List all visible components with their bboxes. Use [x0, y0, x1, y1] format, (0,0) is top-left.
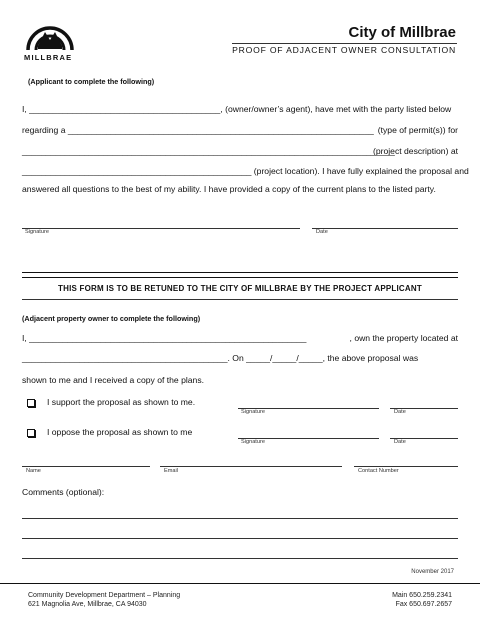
support-signature-label: Signature: [241, 409, 265, 415]
footer-dept: Community Development Department – Planning: [28, 592, 181, 599]
applicant-line-2-label: (type of permit(s)) for: [377, 125, 458, 135]
owner-line-1[interactable]: I, __________________________________________________________: [22, 333, 307, 343]
applicant-date-line[interactable]: [312, 228, 458, 229]
city-title: City of Millbrae: [348, 24, 456, 41]
applicant-line-2[interactable]: regarding a ________________________________________________________________: [22, 125, 374, 135]
comments-line-1[interactable]: [22, 518, 458, 519]
footer-rule: [0, 583, 480, 584]
contact-label: Contact Number: [358, 468, 399, 474]
footer-fax: Fax 650.697.2657: [395, 601, 452, 608]
support-date-label: Date: [394, 409, 406, 415]
comments-line-2[interactable]: [22, 538, 458, 539]
support-checkbox[interactable]: [27, 399, 35, 407]
email-line[interactable]: [160, 466, 342, 467]
title-rule: [232, 43, 457, 44]
email-label: Email: [164, 468, 178, 474]
footer-main-phone: Main 650.259.2341: [392, 592, 452, 599]
applicant-line-1[interactable]: I, ________________________________________, (owner/owner’s agent), have met with the party listed below: [22, 104, 452, 114]
oppose-date-label: Date: [394, 439, 406, 445]
name-label: Name: [26, 468, 41, 474]
owner-heading: (Adjacent property owner to complete the following): [22, 314, 201, 323]
applicant-line-3-label: (project description) at: [372, 146, 458, 156]
oppose-label: I oppose the proposal as shown to me: [47, 427, 193, 437]
applicant-line-3[interactable]: ______________________________________________________________________________: [22, 146, 395, 156]
banner-rule-bottom: [22, 299, 458, 300]
applicant-date-label: Date: [316, 229, 328, 235]
footer-address: 621 Magnolia Ave, Millbrae, CA 94030: [28, 601, 147, 608]
comments-line-3[interactable]: [22, 558, 458, 559]
contact-line[interactable]: [354, 466, 458, 467]
applicant-signature-label: Signature: [25, 229, 49, 235]
applicant-signature-line[interactable]: [22, 228, 300, 229]
oppose-signature-label: Signature: [241, 439, 265, 445]
applicant-line-5: answered all questions to the best of my ability. I have provided a copy of the current plans to the listed party.: [22, 184, 436, 194]
applicant-line-4[interactable]: ________________________________________________ (project location). I have fully explained the proposal and: [22, 166, 469, 176]
oppose-checkbox[interactable]: [27, 429, 35, 437]
form-title: PROOF OF ADJACENT OWNER CONSULTATION: [232, 45, 456, 55]
logo-text: MILLBRAE: [24, 53, 73, 62]
city-logo-icon: [24, 16, 76, 52]
owner-line-3: shown to me and I received a copy of the plans.: [22, 375, 205, 385]
name-line[interactable]: [22, 466, 150, 467]
banner-rule-top: [22, 272, 458, 278]
revision-date: November 2017: [411, 569, 454, 575]
applicant-heading: (Applicant to complete the following): [28, 77, 155, 86]
comments-label: Comments (optional):: [22, 487, 105, 497]
return-banner: THIS FORM IS TO BE RETUNED TO THE CITY OF MILLBRAE BY THE PROJECT APPLICANT: [58, 284, 422, 293]
owner-line-1-label: , own the property located at: [349, 333, 458, 343]
owner-line-2[interactable]: ___________________________________________. On _____/_____/_____, the above proposal was: [22, 353, 419, 363]
support-label: I support the proposal as shown to me.: [47, 397, 196, 407]
